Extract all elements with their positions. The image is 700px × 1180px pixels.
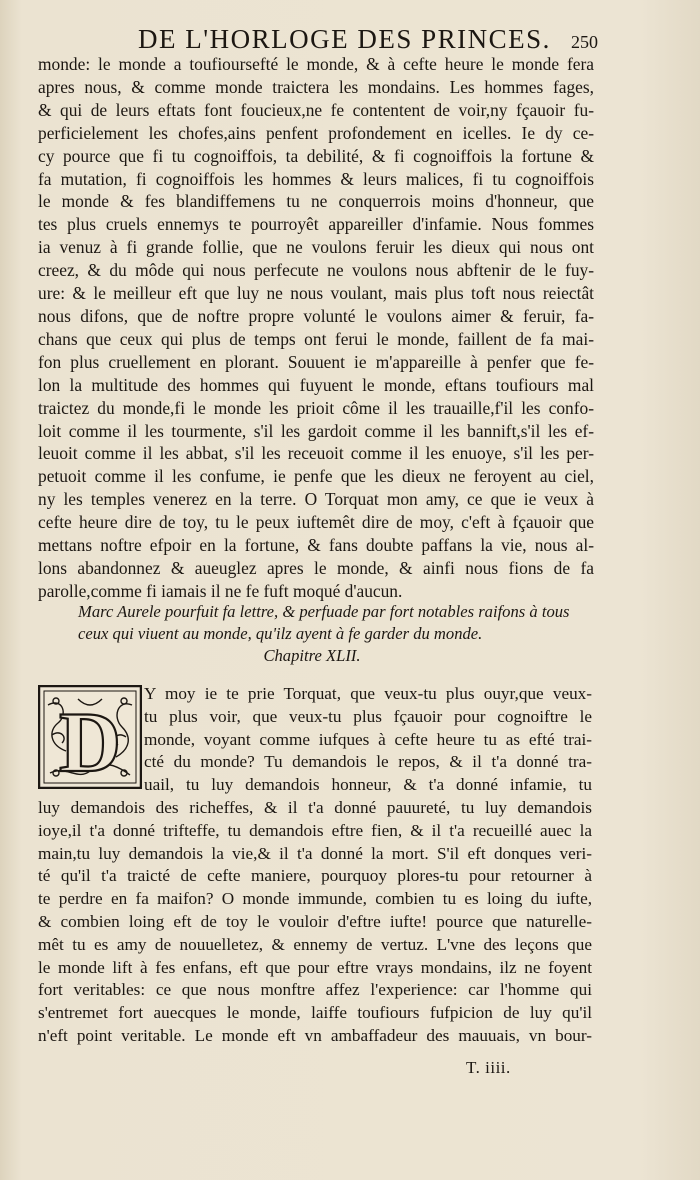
text-line: lons abandonnez & aueuglez apres le monde, & ainfi nous fions de fa bbox=[38, 557, 594, 578]
text-line: ia venuz à fi grande follie, que ne voulons feruir les dieux qui nous ont bbox=[38, 237, 594, 258]
text-line: le monde lift à fes enfans, eft que pour eftre vrays mondains, ilz ne foyent bbox=[38, 957, 592, 977]
text-line: fa mutation, fi cognoiffois les hommes & leurs malices, fi tu cognoiffois bbox=[38, 168, 594, 189]
initial-letter: D bbox=[58, 694, 122, 789]
text-line: fon plus cruellement en plorant. Souuent ie m'appareille à penfer que fe- bbox=[38, 351, 594, 372]
text-line: ioye,il t'a donné trifteffe, tu demandois eftre fien, & il t'a recueillé auec la bbox=[38, 820, 592, 840]
running-head: DE L'HORLOGE DES PRINCES. bbox=[138, 24, 551, 54]
text-line: traictez du monde,fi le monde les prioit côme il les trauaille,f'il les confo- bbox=[38, 397, 594, 418]
chapter-summary-line: ceux qui viuent au monde, qu'ilz ayent à fe garder du monde. bbox=[78, 624, 483, 643]
text-line: petuoit comme il les confume, ie penfe que les dieux ne feroyent au ciel, bbox=[38, 466, 594, 487]
text-line: té qu'il t'a traicté de cefte maniere, pourquoy plores-tu pour retourner à bbox=[38, 866, 592, 886]
text-line: s'entremet fort auecques le monde, laiffe toufiours fufpicion de luy qu'il bbox=[38, 1003, 592, 1023]
text-line: luy demandois des richeffes, & il t'a donné pauureté, tu luy demandois bbox=[38, 797, 592, 817]
text-line: leuoit comme il les abbat, s'il les receuoit comme il les enuoye, s'il les per- bbox=[38, 443, 594, 464]
text-line: te perdre en fa maifon? O monde immunde, combien tu es loing du iufte, bbox=[38, 889, 592, 909]
text-line: ure: & le meilleur eft que luy ne nous voulant, mais plus toft nous reiectât bbox=[38, 283, 594, 304]
text-line: tu plus voir, que veux-tu plus fçauoir pour cognoiftre le bbox=[144, 706, 592, 726]
text-line: nous difons, que de noftre propre volunté le voulons aimer & feruir, fa- bbox=[38, 305, 594, 326]
text-line: lon la multitude des hommes qui fuyuent le monde, eftans toufiours mal bbox=[38, 374, 594, 395]
text-line: chans que ceux qui plus de temps ont ferui le monde, faillent de fa mai- bbox=[38, 328, 594, 349]
chapter-heading bbox=[78, 601, 568, 667]
text-line: cefte heure dire de toy, tu le peux iuftemêt dire de moy, c'eft à fçauoir que bbox=[38, 512, 594, 533]
text-line: n'eft point veritable. Le monde eft vn ambaffadeur des mauuais, vn bour- bbox=[38, 1025, 592, 1045]
chapter-summary-line: Marc Aurele pourfuit fa lettre, & perfuade par fort notables raifons à tous bbox=[78, 602, 570, 621]
text-line: fort veritables: ce que nous monftre affez l'experience: car l'homme qui bbox=[38, 980, 592, 1000]
text-line: & combien loing eft de toy le vouloir d'eftre iufte! pource que naturelle- bbox=[38, 911, 592, 931]
text-line: cté du monde? Tu demandois le repos, & il t'a donné tra- bbox=[144, 752, 592, 772]
text-line: tes plus cruels ennemys te pourroyêt appareiller d'infamie. Nous fommes bbox=[38, 214, 594, 235]
text-line: main,tu luy demandois la vie,& il t'a donné la mort. S'il eft donques veri- bbox=[38, 843, 592, 863]
text-line: parolle,comme fi iamais il ne fe fuft moqué d'aucun. bbox=[38, 580, 403, 601]
text-line: loit comme il les tourmente, s'il les gardoit comme il les bannift,s'il les ef- bbox=[38, 420, 594, 441]
text-line: monde: le monde a toufioursefté le monde, & à cefte heure le monde fera bbox=[38, 54, 594, 74]
text-line: creez, & du môde qui nous perfecute ne voulons nous abftenir de le fuy- bbox=[38, 260, 594, 281]
chapter-number: Chapitre XLII. bbox=[263, 646, 361, 665]
text-line: & qui de leurs eftats font foucieux,ne fe contentent de voir,ny fçauoir fu- bbox=[38, 99, 594, 120]
text-line: cy pource que fi tu cognoiffois, ta debilité, & fi cognoiffois la fortune & bbox=[38, 145, 594, 166]
text-line: ny les temples venerez en la terre. O Torquat mon amy, ce que ie veux à bbox=[38, 489, 594, 510]
text-line: mêt tu es amy de nouuelletez, & ennemy de vertuz. L'vne des leçons que bbox=[38, 934, 592, 954]
chapter-body bbox=[38, 683, 592, 1048]
text-line: perficielement les chofes,ains penfent profondement en icelles. Ie dy ce- bbox=[38, 122, 594, 143]
signature-mark: T. iiii. bbox=[466, 1058, 511, 1077]
folio-number: 250 bbox=[571, 32, 598, 52]
text-line: le monde & fes blandiffemens tu ne conquerrois moins d'honneur, que bbox=[38, 191, 594, 212]
body-text bbox=[38, 53, 594, 603]
text-line: apres nous, & comme monde traictera les mondains. Les hommes fages, bbox=[38, 76, 594, 97]
text-line: uail, tu luy demandois honneur, & t'a donné infamie, tu bbox=[144, 775, 592, 795]
text-line: mettans noftre efpoir en la fortune, & fans doubte paffans la vie, nous al- bbox=[38, 535, 594, 556]
text-line: Y moy ie te prie Torquat, que veux-tu plus ouyr,que veux- bbox=[144, 684, 592, 703]
text-line: monde, voyant comme iufques à cefte heure tu as efté trai- bbox=[144, 729, 592, 749]
